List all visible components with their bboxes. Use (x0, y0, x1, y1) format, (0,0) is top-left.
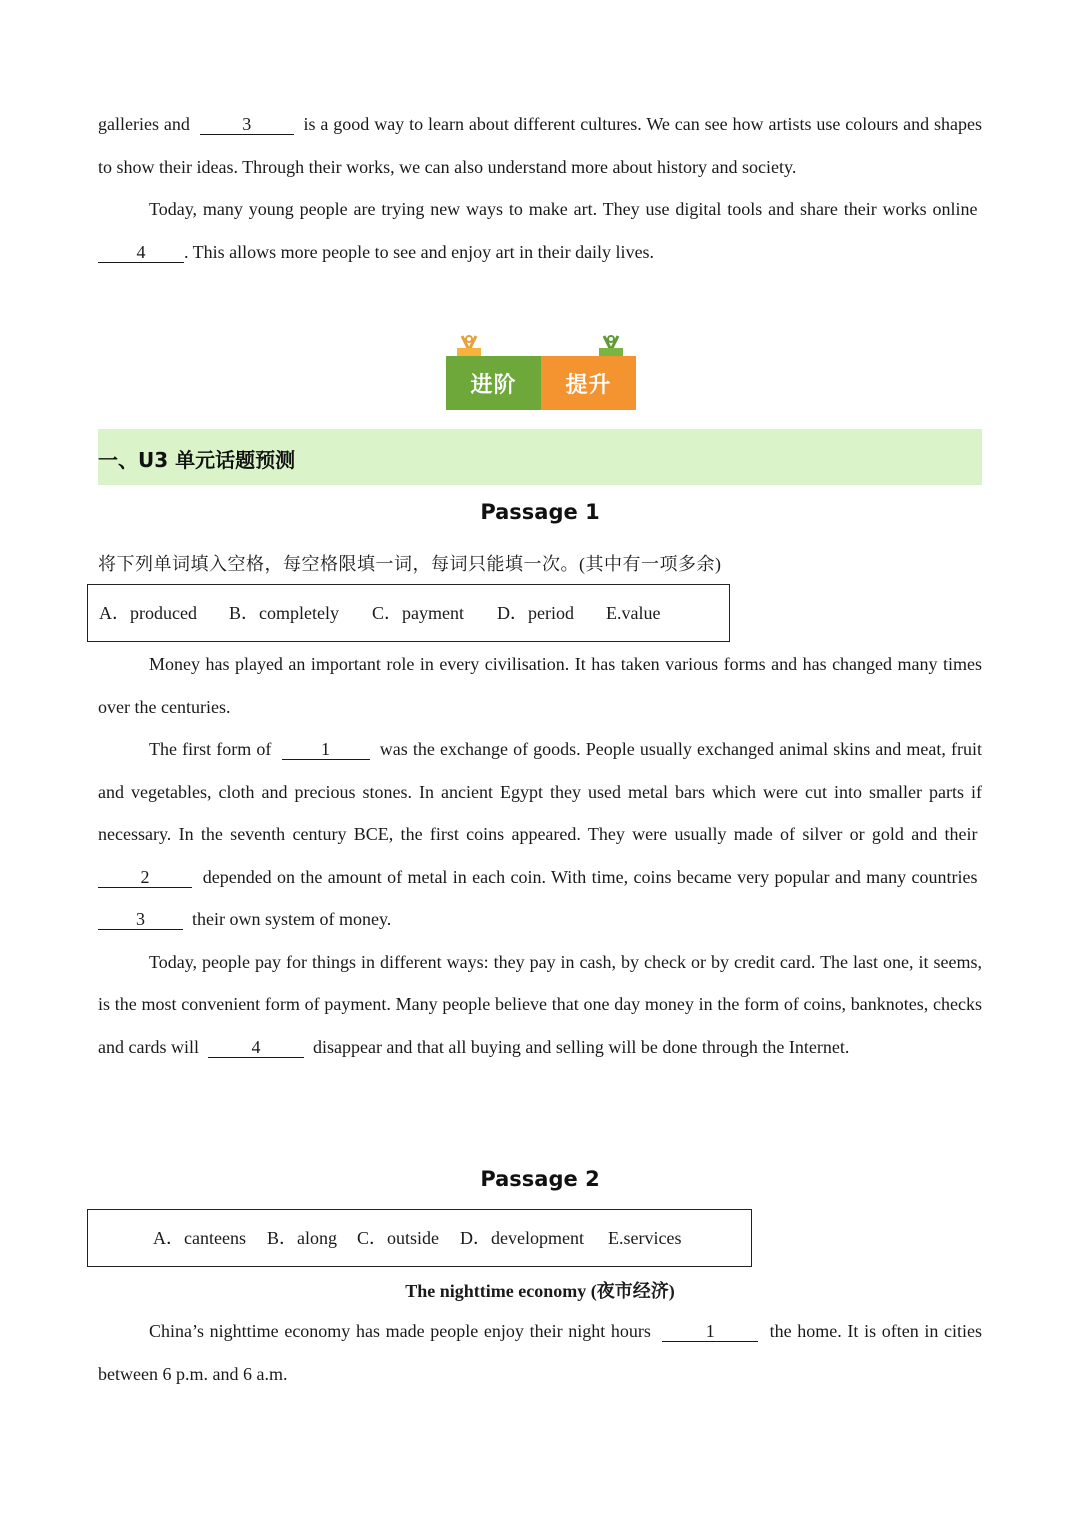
blank-3: 3 (98, 909, 183, 930)
blank-4: 4 (208, 1037, 304, 1058)
option-d: D．development (460, 1228, 584, 1248)
advance-badge (446, 334, 636, 410)
option-c: C．payment (372, 603, 464, 623)
passage-1-instruction: 将下列单词填入空格，每空格限填一词，每词只能填一次。(其中有一项多余) (98, 554, 722, 574)
passage-1-text (98, 643, 982, 1068)
passage-1-options-box (87, 584, 730, 642)
passage-1-paragraph-3: Today, people pay for things in different ways: they pay in cash, by check or by credit card. The last one, it seems, is the most convenient form of payment. Many people believe that one day money in the form of coins, banknotes, checks and cards will 4 disappear and that all buying and selling will be done through the Internet. (98, 951, 982, 1057)
section-title: 一、U3 单元话题预测 (98, 448, 296, 472)
option-b: B．along (267, 1228, 337, 1248)
intro-paragraph-1: galleries and 3 is a good way to learn about different cultures. We can see how artists use colours and shapes to show their ideas. Through their works, we can also understand more about history and society. (98, 114, 983, 177)
intro-text (98, 103, 982, 273)
passage-2-subtitle: The nighttime economy (夜市经济) (405, 1281, 675, 1301)
passage-2-text (98, 1310, 982, 1395)
option-d: D．period (497, 603, 574, 623)
blank-3: 3 (200, 114, 294, 135)
blank-1: 1 (282, 739, 370, 760)
passage-2-title: Passage 2 (480, 1167, 600, 1191)
blank-1: 1 (662, 1321, 758, 1342)
passage-1-paragraph-1: Money has played an important role in every civilisation. It has taken various forms and has changed many times over the centuries. (98, 654, 982, 717)
badge-left-label: 进阶 (446, 356, 541, 410)
passage-2-options-box (87, 1209, 752, 1267)
badge-right-label: 提升 (541, 356, 636, 410)
option-a: A．canteens (153, 1228, 246, 1248)
option-e: E.services (608, 1228, 682, 1248)
passage-1-paragraph-2: The first form of 1 was the exchange of goods. People usually exchanged animal skins and meat, fruit and vegetables, cloth and precious stones. In ancient Egypt they used metal bars which were cut into smaller parts if necessary. In the seventh century BCE, the first coins appeared. They were usually made of silver or gold and their 2 depended on the amount of metal in each coin. With time, coins became very popular and many countries 3 their own system of money. (98, 739, 982, 929)
option-a: A．produced (99, 603, 197, 623)
intro-paragraph-2: Today, many young people are trying new ways to make art. They use digital tools and share their works online 4 . This allows more people to see and enjoy art in their daily lives. (98, 188, 982, 273)
blank-4: 4 (98, 242, 184, 263)
section-header (98, 429, 982, 485)
passage-1-title: Passage 1 (480, 500, 600, 524)
blank-2: 2 (98, 867, 192, 888)
option-e: E.value (606, 603, 661, 623)
option-c: C．outside (357, 1228, 440, 1248)
option-b: B．completely (229, 603, 339, 623)
passage-2-paragraph-1: China’s nighttime economy has made people enjoy their night hours 1 the home. It is often in cities between 6 p.m. and 6 a.m. (98, 1321, 983, 1384)
